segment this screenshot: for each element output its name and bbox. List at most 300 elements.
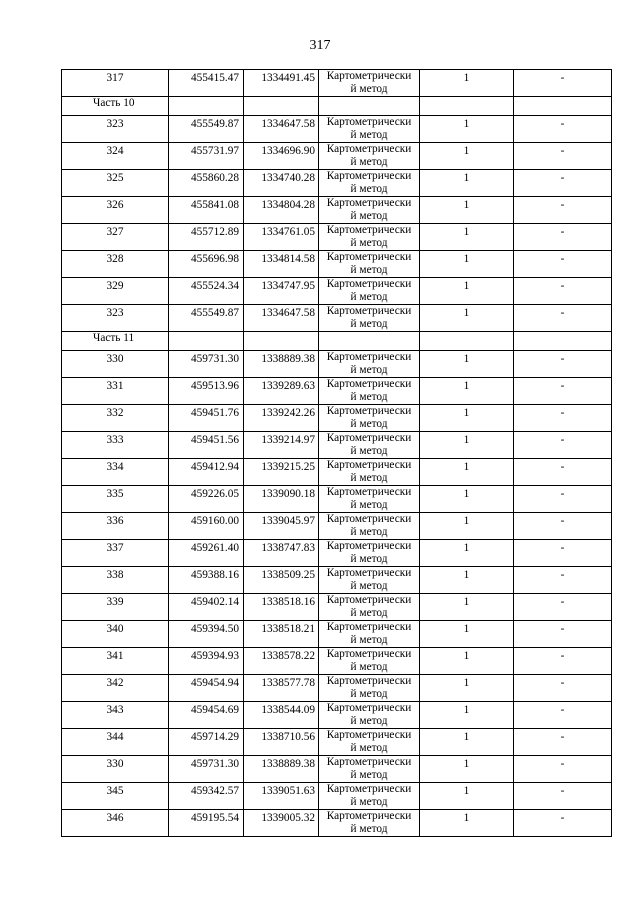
note-value: -: [560, 677, 565, 689]
y-coordinate: 1334804.28: [261, 199, 315, 211]
note-value: -: [560, 731, 565, 743]
note-cell: [514, 351, 612, 378]
x-coordinate: 459454.94: [190, 677, 239, 689]
y-coordinate-cell: [244, 594, 319, 621]
accuracy-value: 1: [463, 569, 470, 581]
method-cell: [319, 224, 420, 251]
y-coordinate: 1334747.95: [261, 280, 315, 292]
section-header-row: [62, 97, 612, 116]
x-coordinate: 455860.28: [190, 172, 239, 184]
table-row: [62, 567, 612, 594]
point-number-cell: [62, 224, 169, 251]
accuracy-value: 1: [463, 812, 470, 824]
accuracy-value: 1: [463, 677, 470, 689]
table-row: [62, 675, 612, 702]
accuracy-cell: [420, 378, 514, 405]
x-coordinate-cell: [169, 116, 244, 143]
method-cell: [319, 621, 420, 648]
note-value: -: [560, 307, 565, 319]
y-coordinate: 1334814.58: [261, 253, 315, 265]
accuracy-cell: [420, 513, 514, 540]
method-cell: [319, 405, 420, 432]
point-number: 327: [106, 226, 124, 238]
x-coordinate: 459731.30: [190, 758, 239, 770]
method-cell: [319, 594, 420, 621]
method-line-2: й метод: [350, 155, 388, 168]
accuracy-cell: [420, 702, 514, 729]
table-row: [62, 810, 612, 837]
point-number: 329: [106, 280, 124, 292]
table-row: [62, 486, 612, 513]
y-coordinate: 1339289.63: [261, 380, 315, 392]
accuracy-value: 1: [463, 488, 470, 500]
y-coordinate: 1338889.38: [261, 353, 315, 365]
x-coordinate: 455712.89: [190, 226, 239, 238]
method-line-1: Картометрически: [326, 251, 412, 263]
point-number: 338: [106, 569, 124, 581]
method-line-2: й метод: [350, 822, 388, 835]
note-value: -: [560, 623, 565, 635]
note-cell: [514, 116, 612, 143]
table-row: [62, 702, 612, 729]
x-coordinate: 459342.57: [190, 785, 239, 797]
x-coordinate: 459402.14: [190, 596, 239, 608]
method-cell: [319, 351, 420, 378]
point-number-cell: [62, 251, 169, 278]
table-row: [62, 351, 612, 378]
accuracy-value: 1: [463, 145, 470, 157]
note-cell: [514, 251, 612, 278]
point-number: 345: [106, 785, 124, 797]
method-cell: [319, 116, 420, 143]
note-value: -: [560, 172, 565, 184]
x-coordinate: 459160.00: [190, 515, 239, 527]
note-cell: [514, 783, 612, 810]
note-cell: [514, 513, 612, 540]
method-line-2: й метод: [350, 525, 388, 538]
method-cell: [319, 278, 420, 305]
accuracy-value: 1: [463, 307, 470, 319]
note-value: -: [560, 569, 565, 581]
table-row: [62, 648, 612, 675]
empty-cell: [514, 97, 612, 116]
point-number-cell: [62, 305, 169, 332]
note-value: -: [560, 704, 565, 716]
method-line-1: Картометрически: [326, 278, 412, 290]
note-cell: [514, 197, 612, 224]
method-line-1: Картометрически: [326, 810, 412, 822]
table-row: [62, 540, 612, 567]
accuracy-value: 1: [463, 118, 470, 130]
accuracy-cell: [420, 278, 514, 305]
accuracy-value: 1: [463, 650, 470, 662]
x-coordinate-cell: [169, 459, 244, 486]
accuracy-value: 1: [463, 353, 470, 365]
point-number: 317: [106, 72, 124, 84]
method-line-2: й метод: [350, 552, 388, 565]
x-coordinate: 459454.69: [190, 704, 239, 716]
y-coordinate: 1339214.97: [261, 434, 315, 446]
point-number-cell: [62, 621, 169, 648]
note-cell: [514, 459, 612, 486]
y-coordinate-cell: [244, 197, 319, 224]
method-line-2: й метод: [350, 209, 388, 222]
note-cell: [514, 432, 612, 459]
accuracy-cell: [420, 432, 514, 459]
x-coordinate: 459226.05: [190, 488, 239, 500]
method-line-1: Картометрически: [326, 405, 412, 417]
note-cell: [514, 70, 612, 97]
method-line-1: Картометрически: [326, 594, 412, 606]
x-coordinate: 455731.97: [190, 145, 239, 157]
accuracy-value: 1: [463, 704, 470, 716]
accuracy-cell: [420, 540, 514, 567]
note-cell: [514, 594, 612, 621]
point-number: 346: [106, 812, 124, 824]
note-cell: [514, 224, 612, 251]
note-cell: [514, 756, 612, 783]
y-coordinate: 1339051.63: [261, 785, 315, 797]
method-line-1: Картометрически: [326, 540, 412, 552]
x-coordinate: 459195.54: [190, 812, 239, 824]
note-cell: [514, 729, 612, 756]
empty-cell: [244, 332, 319, 351]
x-coordinate: 455549.87: [190, 307, 239, 319]
x-coordinate: 459394.50: [190, 623, 239, 635]
method-cell: [319, 170, 420, 197]
table-row: [62, 756, 612, 783]
accuracy-value: 1: [463, 623, 470, 635]
y-coordinate: 1338518.21: [261, 623, 315, 635]
point-number: 334: [106, 461, 124, 473]
table-row: [62, 251, 612, 278]
note-value: -: [560, 515, 565, 527]
note-value: -: [560, 758, 565, 770]
point-number: 332: [106, 407, 124, 419]
note-cell: [514, 621, 612, 648]
method-line-2: й метод: [350, 82, 388, 95]
point-number-cell: [62, 513, 169, 540]
y-coordinate-cell: [244, 251, 319, 278]
method-cell: [319, 567, 420, 594]
y-coordinate: 1338710.56: [261, 731, 315, 743]
method-line-2: й метод: [350, 687, 388, 700]
method-line-2: й метод: [350, 795, 388, 808]
accuracy-cell: [420, 621, 514, 648]
y-coordinate-cell: [244, 648, 319, 675]
x-coordinate: 459451.56: [190, 434, 239, 446]
method-line-1: Картометрически: [326, 729, 412, 741]
method-line-1: Картометрически: [326, 378, 412, 390]
point-number-cell: [62, 278, 169, 305]
method-cell: [319, 251, 420, 278]
point-number: 339: [106, 596, 124, 608]
point-number: 337: [106, 542, 124, 554]
y-coordinate-cell: [244, 621, 319, 648]
x-coordinate-cell: [169, 143, 244, 170]
point-number-cell: [62, 810, 169, 837]
y-coordinate: 1334647.58: [261, 307, 315, 319]
point-number: 340: [106, 623, 124, 635]
y-coordinate: 1338518.16: [261, 596, 315, 608]
accuracy-cell: [420, 486, 514, 513]
accuracy-cell: [420, 224, 514, 251]
point-number-cell: [62, 540, 169, 567]
table-row: [62, 197, 612, 224]
accuracy-value: 1: [463, 72, 470, 84]
accuracy-value: 1: [463, 758, 470, 770]
x-coordinate: 459261.40: [190, 542, 239, 554]
x-coordinate-cell: [169, 783, 244, 810]
y-coordinate: 1339090.18: [261, 488, 315, 500]
method-cell: [319, 729, 420, 756]
method-line-1: Картометрически: [326, 197, 412, 209]
note-value: -: [560, 596, 565, 608]
method-cell: [319, 432, 420, 459]
method-cell: [319, 810, 420, 837]
accuracy-value: 1: [463, 226, 470, 238]
y-coordinate-cell: [244, 70, 319, 97]
table-row: [62, 278, 612, 305]
point-number-cell: [62, 378, 169, 405]
empty-cell: [169, 97, 244, 116]
method-line-1: Картометрически: [326, 70, 412, 82]
accuracy-cell: [420, 675, 514, 702]
y-coordinate-cell: [244, 567, 319, 594]
x-coordinate-cell: [169, 702, 244, 729]
x-coordinate: 459731.30: [190, 353, 239, 365]
method-line-1: Картометрически: [326, 675, 412, 687]
method-cell: [319, 143, 420, 170]
coordinates-table: [61, 69, 612, 837]
x-coordinate-cell: [169, 405, 244, 432]
note-cell: [514, 170, 612, 197]
accuracy-value: 1: [463, 199, 470, 211]
y-coordinate-cell: [244, 702, 319, 729]
method-line-1: Картометрически: [326, 756, 412, 768]
y-coordinate-cell: [244, 540, 319, 567]
note-value: -: [560, 118, 565, 130]
point-number-cell: [62, 170, 169, 197]
point-number: 324: [106, 145, 124, 157]
note-value: -: [560, 353, 565, 365]
empty-cell: [244, 97, 319, 116]
method-line-2: й метод: [350, 498, 388, 511]
method-cell: [319, 197, 420, 224]
point-number: 341: [106, 650, 124, 662]
accuracy-value: 1: [463, 407, 470, 419]
method-line-2: й метод: [350, 417, 388, 430]
y-coordinate: 1338747.83: [261, 542, 315, 554]
method-line-2: й метод: [350, 633, 388, 646]
note-cell: [514, 278, 612, 305]
table-row: [62, 513, 612, 540]
note-value: -: [560, 434, 565, 446]
point-number-cell: [62, 197, 169, 224]
method-line-1: Картометрически: [326, 567, 412, 579]
y-coordinate-cell: [244, 378, 319, 405]
accuracy-cell: [420, 729, 514, 756]
point-number-cell: [62, 405, 169, 432]
y-coordinate-cell: [244, 278, 319, 305]
accuracy-value: 1: [463, 515, 470, 527]
method-line-1: Картометрически: [326, 621, 412, 633]
accuracy-cell: [420, 810, 514, 837]
section-label: Часть 10: [62, 97, 169, 116]
x-coordinate-cell: [169, 224, 244, 251]
x-coordinate: 455549.87: [190, 118, 239, 130]
table-row: [62, 116, 612, 143]
page-number: 317: [309, 38, 331, 53]
note-cell: [514, 702, 612, 729]
section-label: Часть 11: [62, 332, 169, 351]
point-number-cell: [62, 459, 169, 486]
note-value: -: [560, 280, 565, 292]
method-line-1: Картометрически: [326, 783, 412, 795]
y-coordinate-cell: [244, 305, 319, 332]
empty-cell: [319, 332, 420, 351]
table-row: [62, 224, 612, 251]
y-coordinate: 1339005.32: [261, 812, 315, 824]
accuracy-value: 1: [463, 731, 470, 743]
method-cell: [319, 459, 420, 486]
accuracy-value: 1: [463, 380, 470, 392]
method-line-1: Картометрически: [326, 648, 412, 660]
accuracy-cell: [420, 351, 514, 378]
y-coordinate-cell: [244, 486, 319, 513]
y-coordinate-cell: [244, 513, 319, 540]
method-cell: [319, 648, 420, 675]
method-line-2: й метод: [350, 128, 388, 141]
method-line-2: й метод: [350, 606, 388, 619]
note-cell: [514, 675, 612, 702]
point-number: 326: [106, 199, 124, 211]
point-number-cell: [62, 143, 169, 170]
method-cell: [319, 378, 420, 405]
note-value: -: [560, 650, 565, 662]
method-line-1: Картометрически: [326, 224, 412, 236]
accuracy-value: 1: [463, 461, 470, 473]
note-cell: [514, 648, 612, 675]
accuracy-value: 1: [463, 785, 470, 797]
method-line-1: Картометрически: [326, 305, 412, 317]
point-number-cell: [62, 783, 169, 810]
accuracy-cell: [420, 459, 514, 486]
method-line-1: Картометрически: [326, 513, 412, 525]
method-cell: [319, 540, 420, 567]
note-value: -: [560, 488, 565, 500]
note-cell: [514, 540, 612, 567]
point-number: 330: [106, 758, 124, 770]
point-number-cell: [62, 70, 169, 97]
note-cell: [514, 486, 612, 513]
accuracy-cell: [420, 594, 514, 621]
y-coordinate-cell: [244, 729, 319, 756]
y-coordinate: 1334740.28: [261, 172, 315, 184]
point-number: 328: [106, 253, 124, 265]
x-coordinate-cell: [169, 810, 244, 837]
x-coordinate-cell: [169, 197, 244, 224]
x-coordinate-cell: [169, 351, 244, 378]
accuracy-cell: [420, 648, 514, 675]
y-coordinate-cell: [244, 351, 319, 378]
accuracy-value: 1: [463, 280, 470, 292]
x-coordinate: 459388.16: [190, 569, 239, 581]
x-coordinate: 459714.29: [190, 731, 239, 743]
x-coordinate-cell: [169, 251, 244, 278]
point-number-cell: [62, 675, 169, 702]
x-coordinate: 455415.47: [190, 72, 239, 84]
method-line-1: Картометрически: [326, 116, 412, 128]
table-row: [62, 405, 612, 432]
coordinates-table-body: [62, 70, 612, 837]
table-row: [62, 459, 612, 486]
accuracy-value: 1: [463, 172, 470, 184]
note-value: -: [560, 380, 565, 392]
x-coordinate-cell: [169, 486, 244, 513]
table-row: [62, 621, 612, 648]
point-number-cell: [62, 594, 169, 621]
table-row: [62, 378, 612, 405]
empty-cell: [319, 97, 420, 116]
y-coordinate-cell: [244, 432, 319, 459]
x-coordinate-cell: [169, 621, 244, 648]
method-line-2: й метод: [350, 741, 388, 754]
table-row: [62, 432, 612, 459]
method-line-2: й метод: [350, 390, 388, 403]
note-value: -: [560, 461, 565, 473]
x-coordinate-cell: [169, 278, 244, 305]
x-coordinate-cell: [169, 70, 244, 97]
y-coordinate-cell: [244, 405, 319, 432]
y-coordinate: 1338578.22: [261, 650, 315, 662]
accuracy-cell: [420, 170, 514, 197]
note-cell: [514, 378, 612, 405]
x-coordinate: 459451.76: [190, 407, 239, 419]
note-value: -: [560, 542, 565, 554]
method-line-1: Картометрически: [326, 486, 412, 498]
y-coordinate-cell: [244, 756, 319, 783]
x-coordinate-cell: [169, 540, 244, 567]
method-cell: [319, 513, 420, 540]
accuracy-cell: [420, 783, 514, 810]
table-row: [62, 305, 612, 332]
accuracy-cell: [420, 405, 514, 432]
point-number-cell: [62, 756, 169, 783]
x-coordinate-cell: [169, 648, 244, 675]
accuracy-value: 1: [463, 596, 470, 608]
x-coordinate-cell: [169, 567, 244, 594]
point-number: 336: [106, 515, 124, 527]
accuracy-value: 1: [463, 253, 470, 265]
note-value: -: [560, 253, 565, 265]
note-value: -: [560, 72, 565, 84]
point-number-cell: [62, 729, 169, 756]
x-coordinate-cell: [169, 756, 244, 783]
note-value: -: [560, 407, 565, 419]
x-coordinate: 459394.93: [190, 650, 239, 662]
note-value: -: [560, 199, 565, 211]
point-number: 323: [106, 307, 124, 319]
x-coordinate: 455696.98: [190, 253, 239, 265]
y-coordinate: 1334696.90: [261, 145, 315, 157]
table-row: [62, 143, 612, 170]
accuracy-cell: [420, 567, 514, 594]
x-coordinate: 455841.08: [190, 199, 239, 211]
table-row: [62, 170, 612, 197]
empty-cell: [514, 332, 612, 351]
method-line-1: Картометрически: [326, 459, 412, 471]
